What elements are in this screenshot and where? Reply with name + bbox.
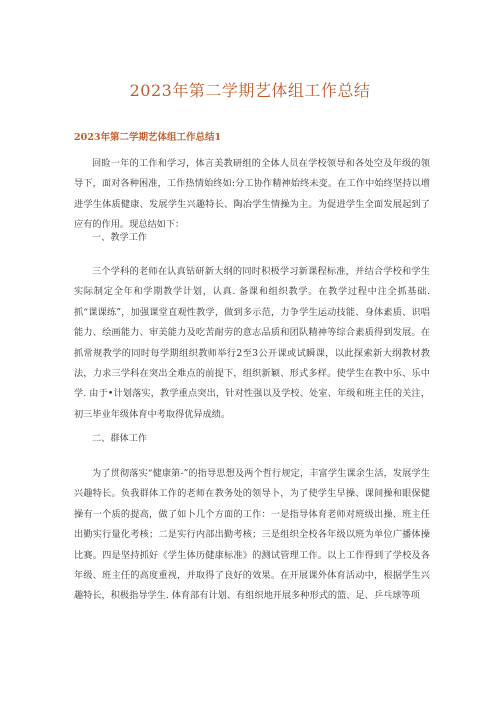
section-heading-teaching: 一、教学工作	[92, 232, 148, 243]
intro-paragraph: 回睑一年的工作和学习，体言美教研组的全体人员在学校领导和各处空及年级的领导下，面对各种困准，工作热情始终如:分工协作精神始终未变。在工作中始终坚持以增进学生体质健康、发展学生兴趣特长、陶冶学生情操为主。为促进学生全面发展起到了应有的作用。现总结如下：	[74, 158, 430, 231]
section-heading-group: 二、群体工作	[92, 433, 148, 444]
group-paragraph: 为了贯彻落实“健康第-”的指导思想及两个哲行规定，丰富学生课余生活，发展学生兴趣特长。负我群体工作的老师在教务处的领导卜，为了使学生早操、课间操和眼保健操有一个质的提高，做了如卜几个方面的工作：一是指导体育老师对班级出操、班主任出勤实行量化考核；二是实行内部出勤考核；三是组织全校各年级以班为单位广播体操比赛。四是坚持抓好《学生体历健康标准》的测试管理工作。以上工作得到了学校及各年级、班主任的高度重视，并取得了良好的效果。在开展课外体育活动中，根据学生兴趣特长，积极指导学生. 体育部有计划、有组织地开展多种形式的篮、足、乒乓球等项	[74, 468, 430, 602]
document-subtitle: 2023年第二学期艺体组工作总结1	[74, 132, 222, 143]
document-title: 2023年第二学期艺体组工作总结	[129, 81, 371, 100]
teaching-paragraph: 三个学科的老师在认真钻研新大纲的同时积极学习新课程标准，并结合学校和学生实际制定全年和学期教学计划，认真. 备课和组织教学。在教学过程中注全抓基础. 抓“课课练”，加强课堂直观性教学，做到多示范，力争学生运动技能、身体素质、识唱能力、绘画能力、审美能力及吃苦耐劳的意志品质和团队精神等综合素质得到发展。在抓常规教学的同时每学期组织教师举行2至3公开课或试瞬课，以此探索新大纲教材教法，力求三学科在突出全难点的前提下，组织新颖、形式多样。使学生在教中乐、乐中学. 由于•计划落实，教学重点突出，针对性强以及学校、处室、年级和班主任的关注，初三毕业年级体育中考取得优异成绩。	[74, 266, 430, 420]
